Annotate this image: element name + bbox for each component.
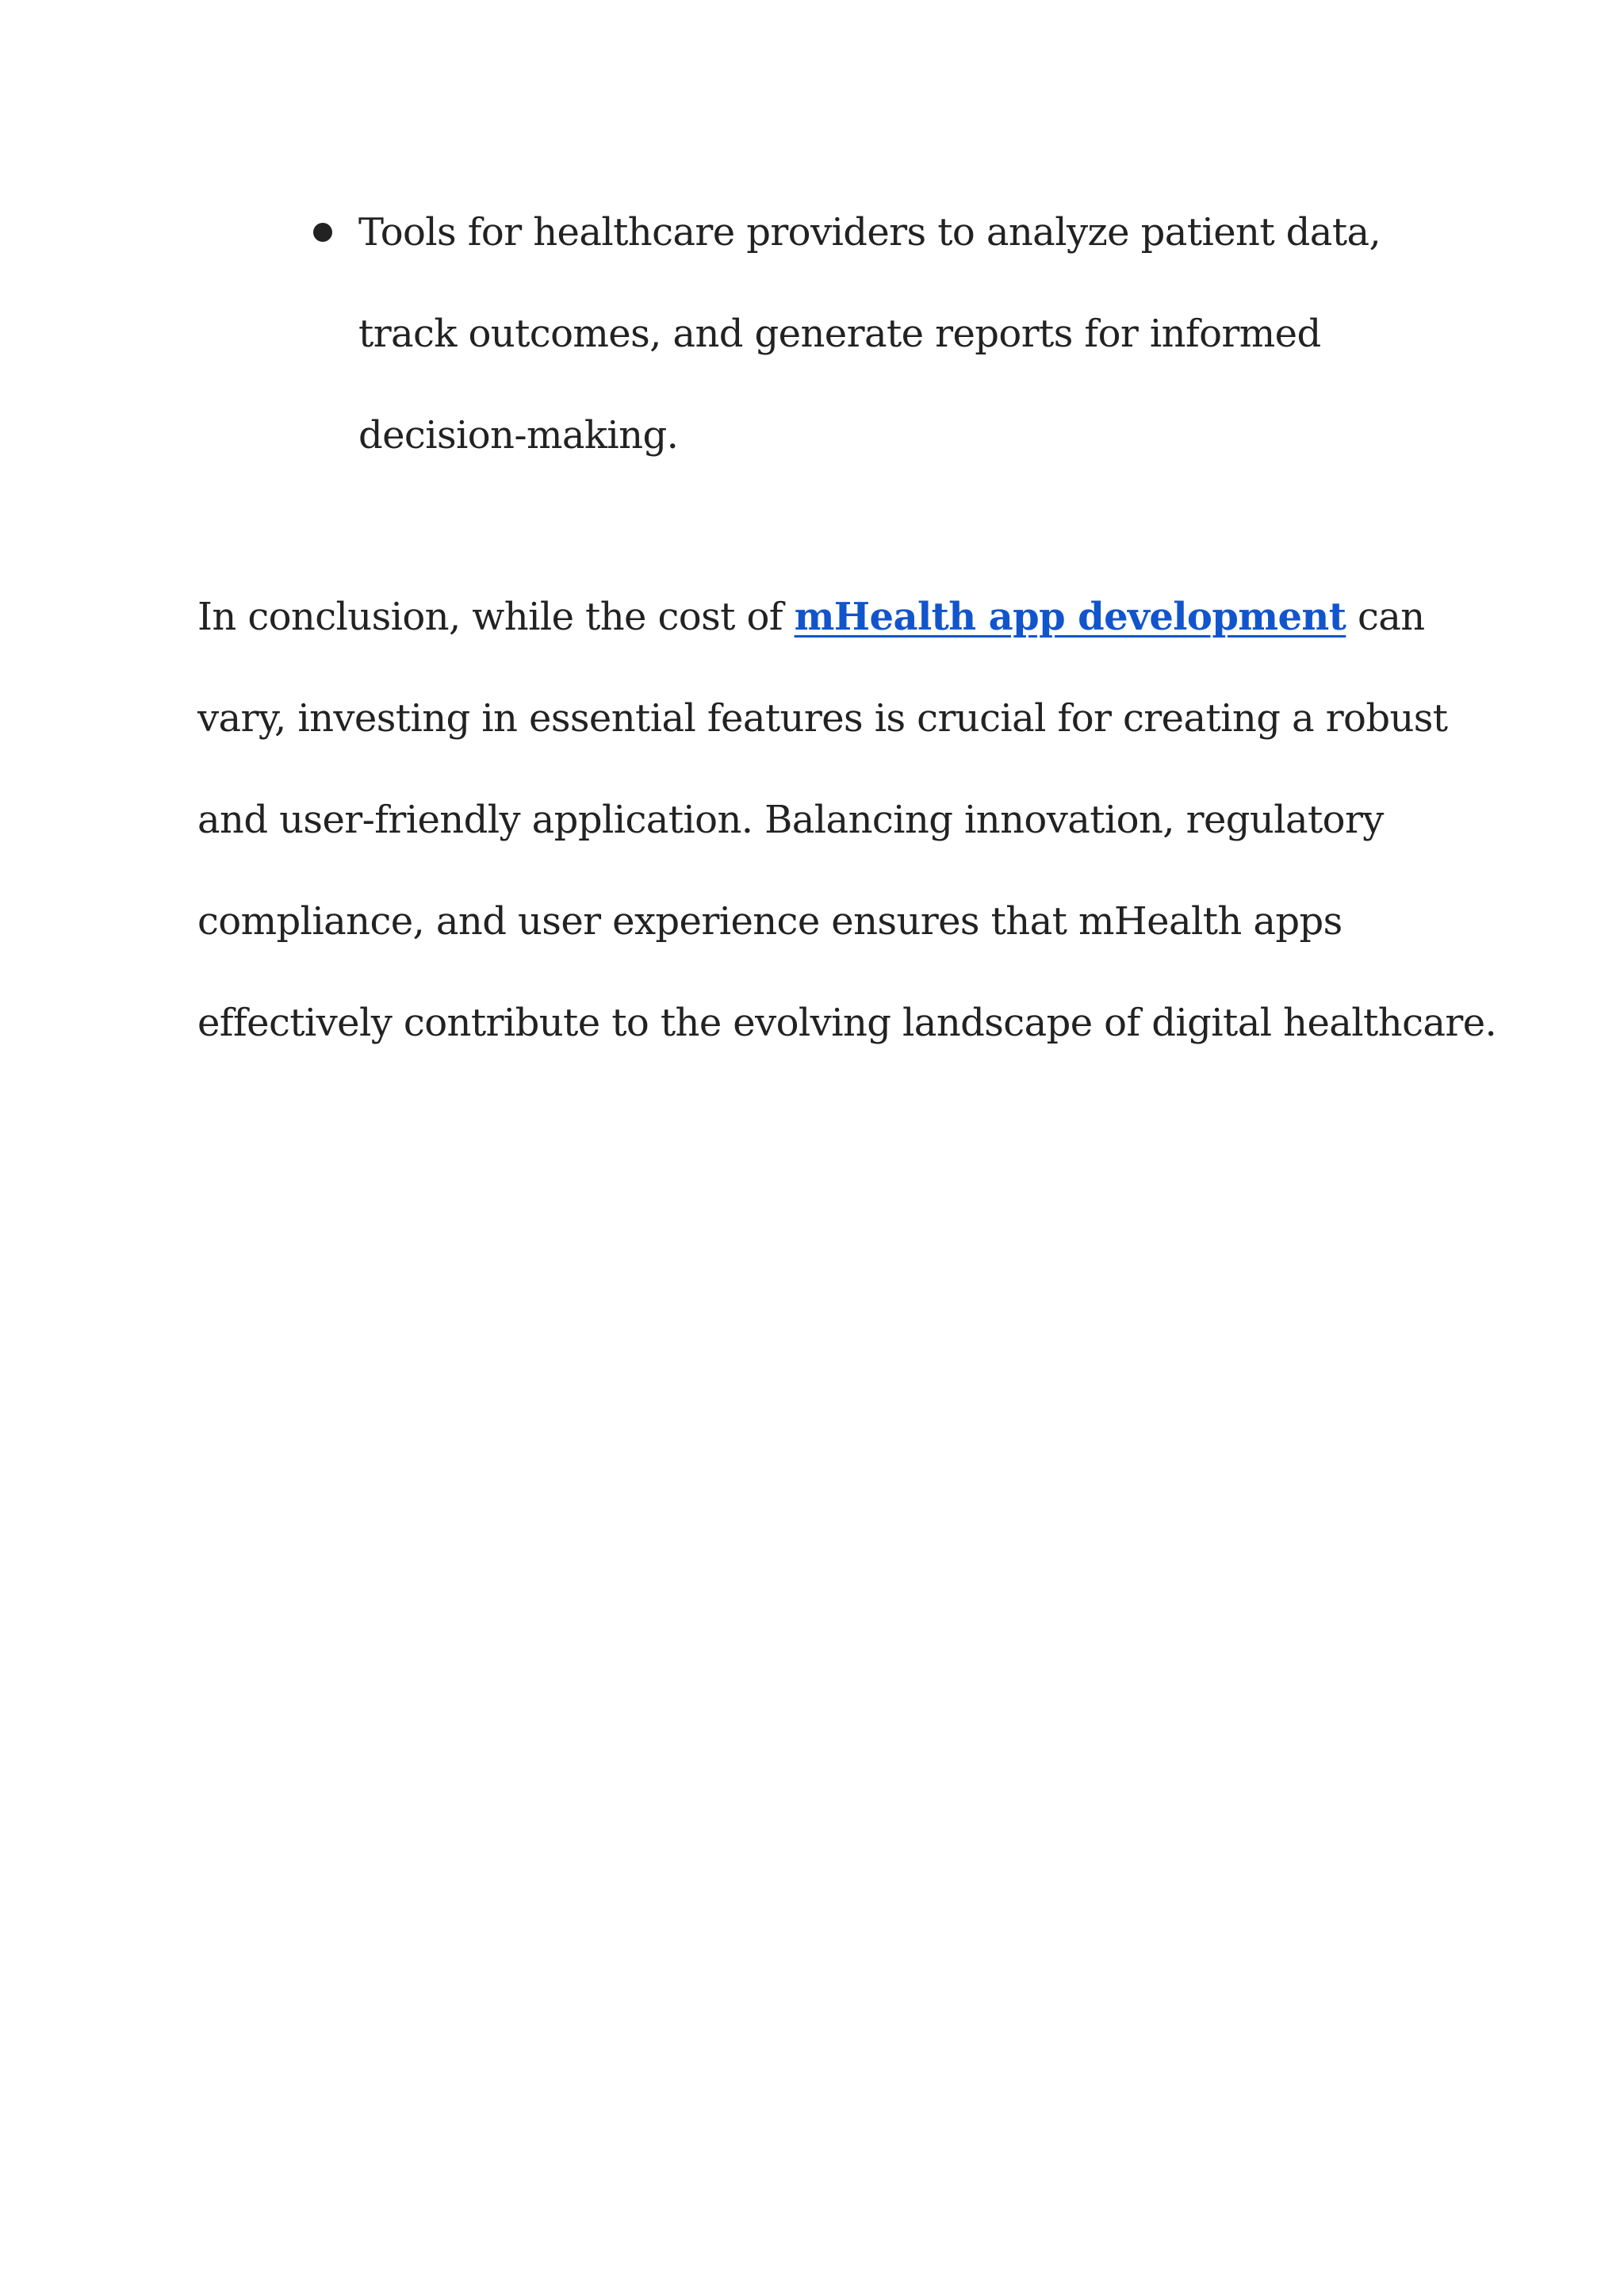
list-item [311, 182, 1421, 486]
bullet-dot-icon [313, 223, 332, 242]
paragraph-line: effectively contribute to the evolving landscape of digital healthcare. [197, 1001, 1497, 1045]
paragraph-line: compliance, and user experience ensures that mHealth apps [197, 899, 1342, 944]
paragraph-text: In conclusion, while the cost of [197, 595, 795, 639]
paragraph-line: and user-friendly application. Balancing innovation, regulatory [197, 798, 1384, 842]
list-item-line: track outcomes, and generate reports for informed [358, 312, 1321, 356]
mhealth-app-development-link[interactable]: mHealth app development [794, 595, 1346, 639]
paragraph-line [197, 566, 1506, 668]
paragraph-line: vary, investing in essential features is crucial for creating a robust [197, 696, 1448, 741]
bullet-list [311, 182, 1421, 486]
paragraph-text: can [1346, 595, 1425, 639]
list-item-line: decision-making. [358, 413, 679, 458]
list-item-line: Tools for healthcare providers to analyze patient data, [358, 210, 1381, 255]
conclusion-paragraph [197, 566, 1506, 1074]
